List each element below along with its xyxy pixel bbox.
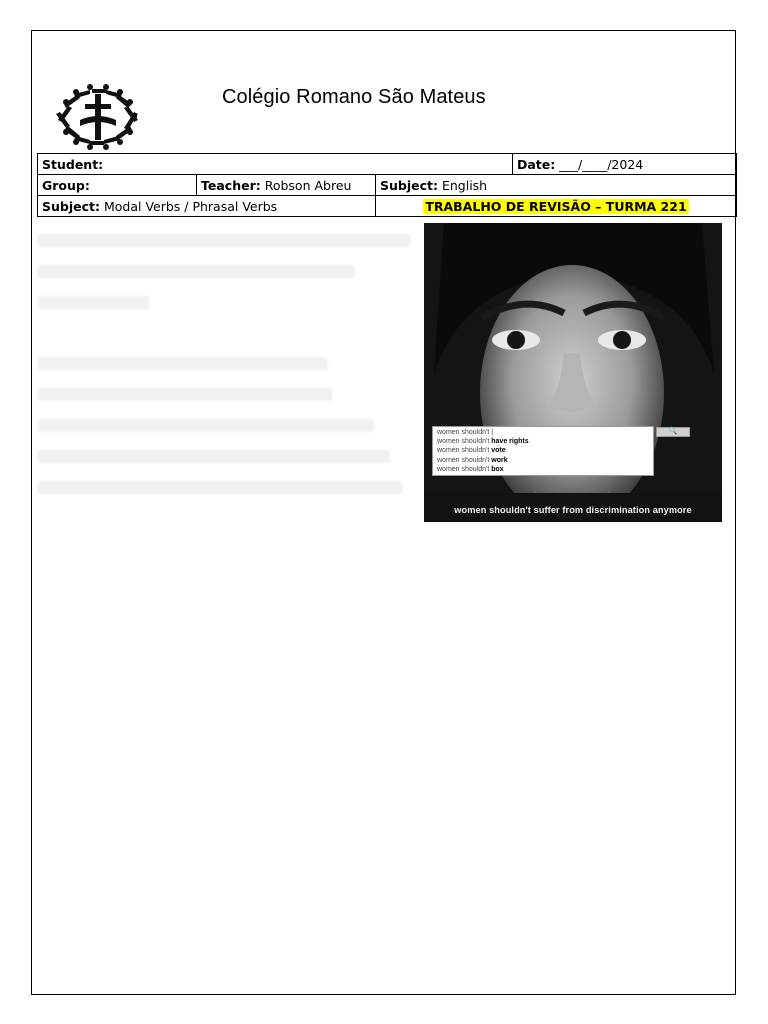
teacher-cell (197, 175, 376, 196)
search-row-4: women shouldn't box (437, 465, 504, 473)
blurred-text-line (38, 450, 390, 463)
search-autocomplete-box (432, 426, 654, 476)
search-row-2: women shouldn't vote (437, 447, 506, 455)
search-row-3: women shouldn't work (437, 456, 508, 464)
blurred-text-line (38, 296, 149, 309)
date-label: Date: (517, 156, 556, 172)
subject-value: English (438, 177, 488, 193)
topic-value: Modal Verbs / Phrasal Verbs (100, 198, 278, 214)
info-table (37, 153, 737, 217)
date-cell[interactable] (513, 154, 737, 175)
subject-label: Subject: (380, 177, 438, 193)
blurred-text-line (38, 265, 355, 278)
search-icon: 🔍 (656, 427, 690, 437)
student-cell[interactable] (38, 154, 513, 175)
blurred-text-line (38, 481, 402, 494)
assignment-title: TRABALHO DE REVISÃO – TURMA 221 (425, 198, 687, 214)
blurred-text-line (38, 357, 328, 370)
teacher-label: Teacher: (201, 177, 261, 193)
topic-cell (38, 196, 376, 217)
school-logo (52, 82, 144, 152)
assignment-cell (376, 196, 737, 217)
school-name: Colégio Romano São Mateus (222, 86, 486, 108)
teacher-value: Robson Abreu (260, 177, 352, 193)
group-label: Group: (42, 177, 90, 193)
group-cell[interactable] (38, 175, 197, 196)
poster-caption: women shouldn't suffer from discrimination anymore (454, 505, 692, 515)
topic-label: Subject: (42, 198, 100, 214)
poster-image (424, 223, 722, 522)
date-value: ___/____/2024 (555, 156, 644, 172)
search-row-0: women shouldn't | (437, 429, 494, 436)
blurred-text-line (38, 388, 332, 401)
subject-cell (376, 175, 737, 196)
blurred-text-line (38, 234, 410, 247)
search-row-1: women shouldn't have rights (437, 438, 529, 446)
blurred-text-line (38, 419, 374, 432)
woman-portrait-illustration (424, 223, 722, 522)
student-label: Student: (42, 156, 104, 172)
